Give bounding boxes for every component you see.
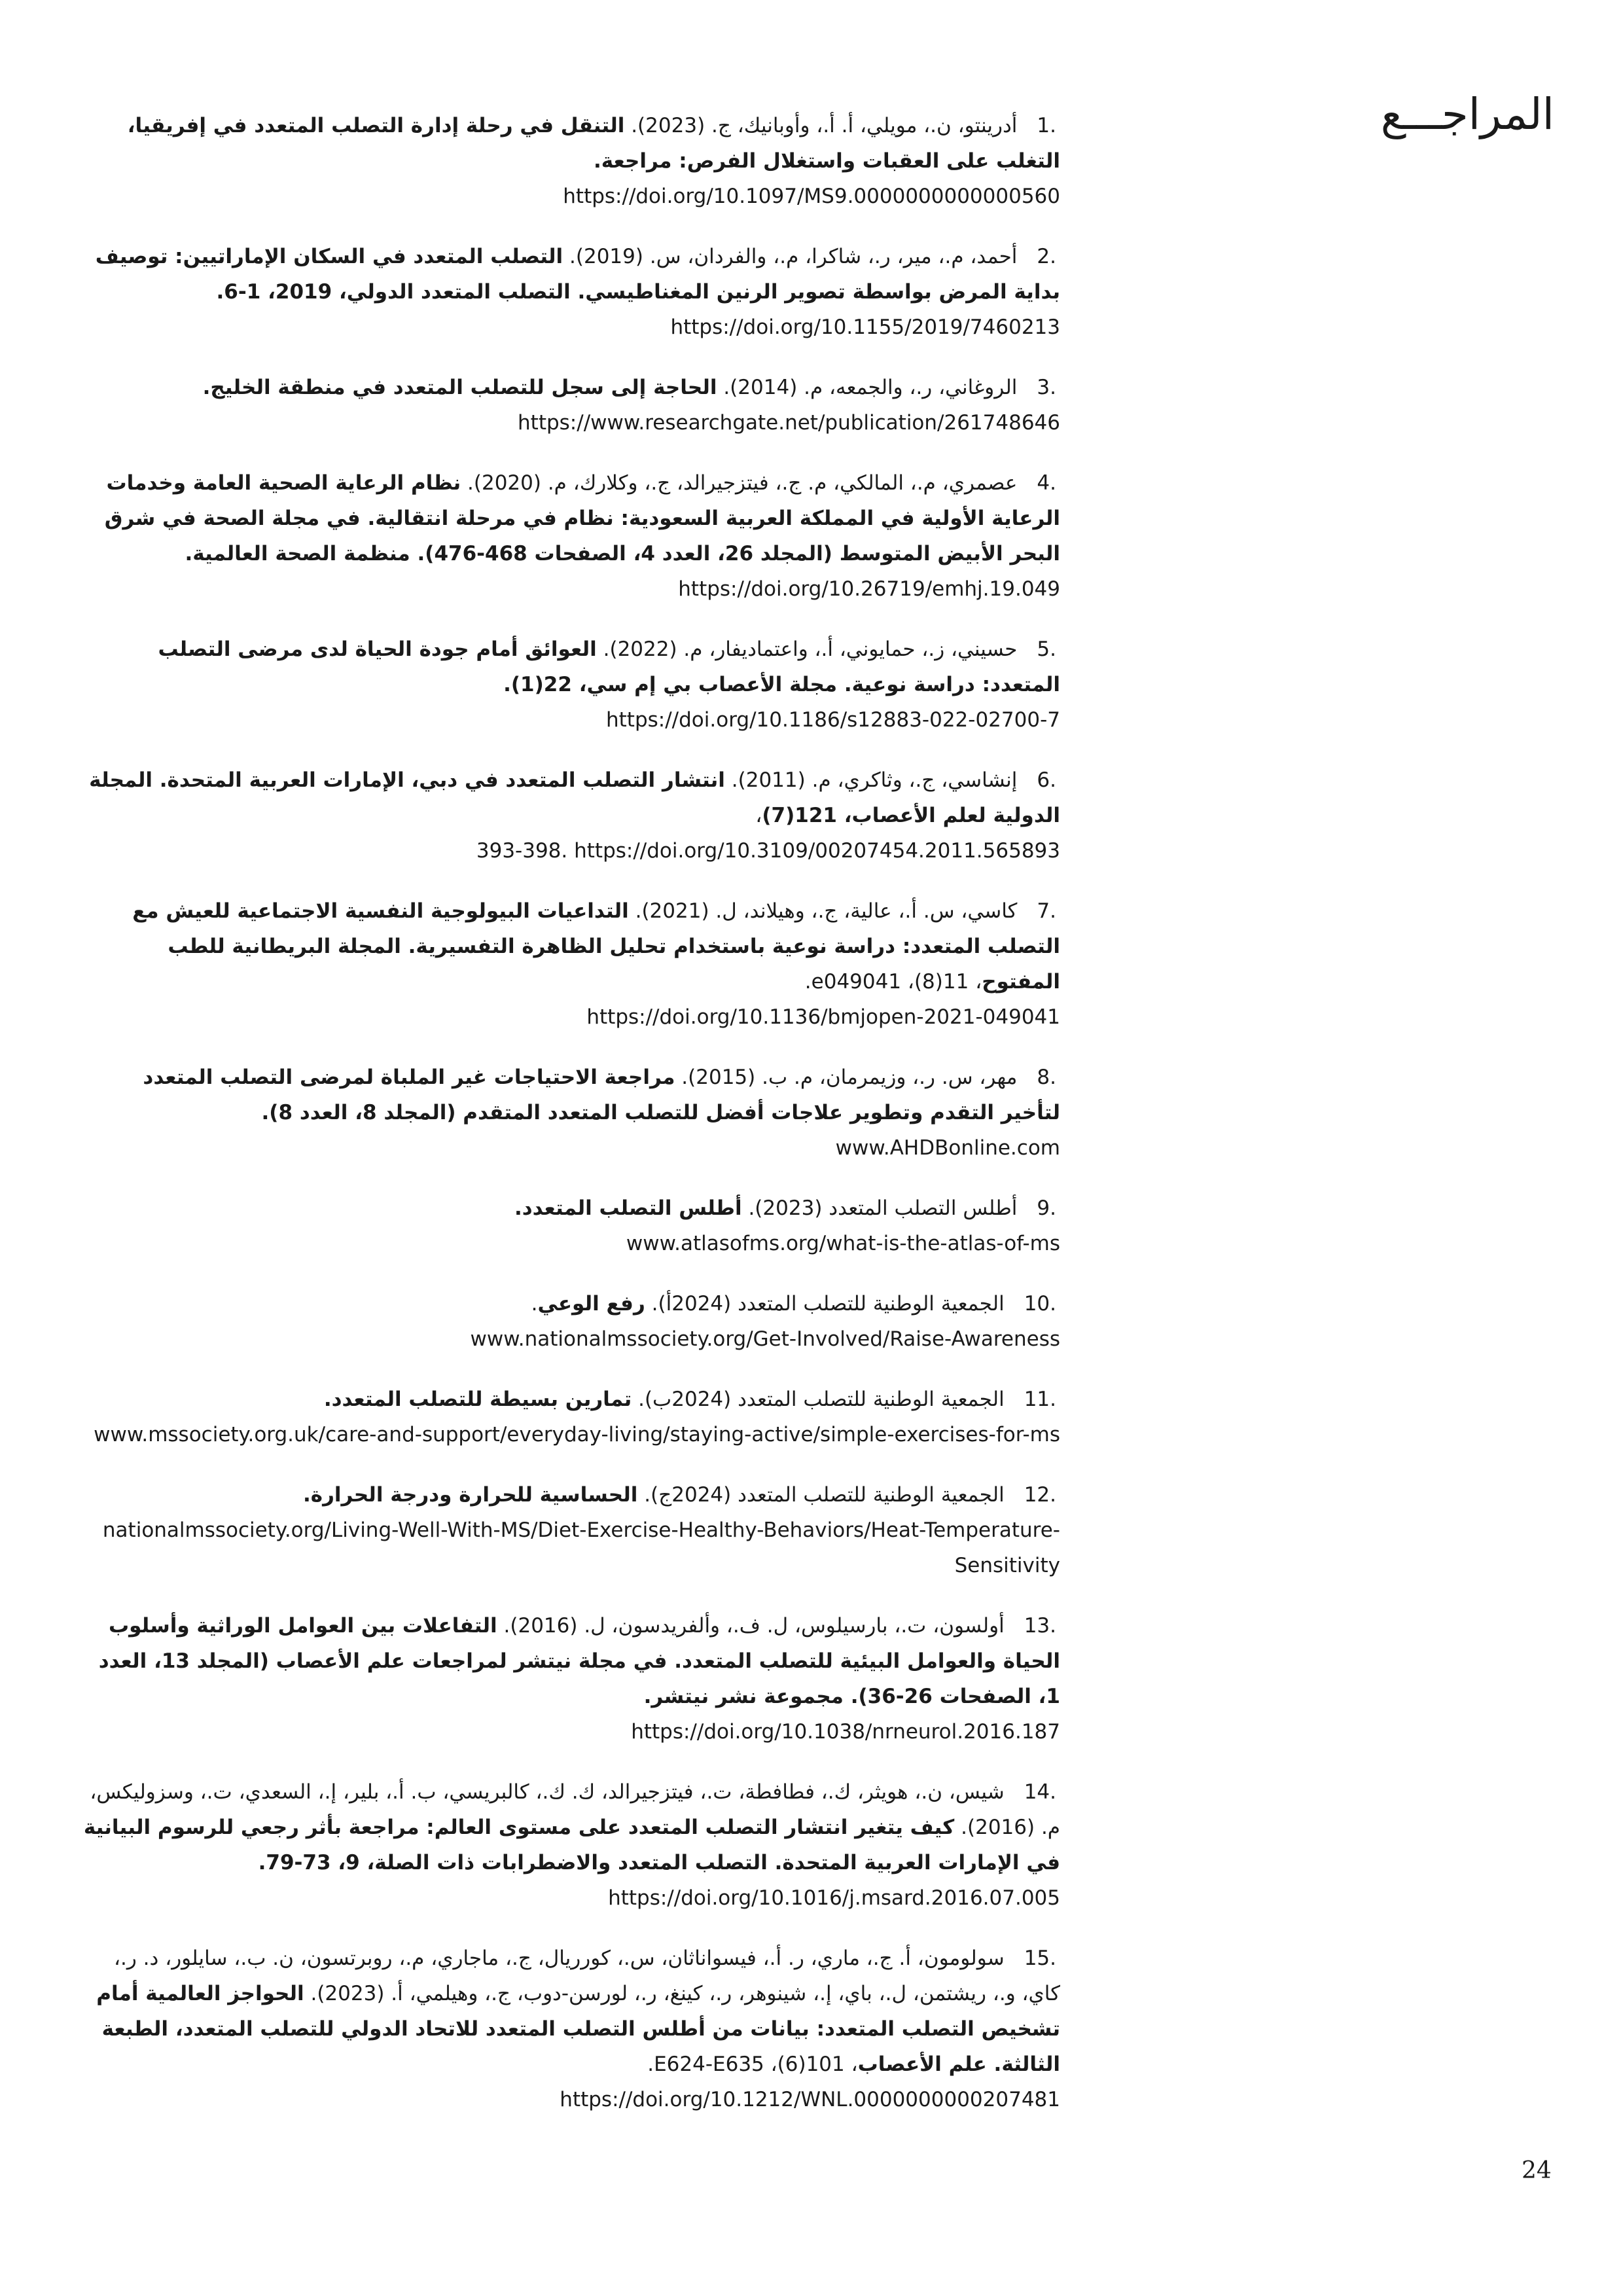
- reference-authors: أدرينتو، ن.، مويلي، أ. أ.، وأوبانيك، ج. (2023).: [624, 114, 1018, 137]
- reference-tail: ،: [755, 804, 762, 827]
- reference-number: .11: [1024, 1388, 1056, 1411]
- reference-authors: إنشاسي، ج.، وثاكري، م. (2011).: [724, 768, 1018, 792]
- reference-item: [79, 1286, 1060, 1357]
- reference-link[interactable]: https://doi.org/10.26719/emhj.19.049: [678, 577, 1060, 601]
- reference-authors: أولسون، ت.، بارسيلوس، ل. ف.، وألفريدسون، ل. (2016).: [497, 1614, 1005, 1638]
- reference-item: [79, 1477, 1060, 1583]
- reference-number: .14: [1024, 1780, 1056, 1804]
- reference-title: مراجعة الاحتياجات غير الملباة لمرضى التصلب المتعدد لتأخير التقدم وتطوير علاجات أفضل للتصلب المتعدد المتقدم (المجلد 8، العدد 8).: [143, 1066, 1060, 1124]
- reference-number: .9: [1037, 1196, 1056, 1220]
- reference-title: الحاجة إلى سجل للتصلب المتعدد في منطقة الخليج.: [202, 376, 717, 399]
- reference-link[interactable]: https://doi.org/10.1186/s12883-022-02700-7: [606, 708, 1060, 732]
- reference-item: [79, 632, 1060, 738]
- reference-authors: مهر، س. ر.، وزيمرمان، م. ب. (2015).: [675, 1066, 1018, 1089]
- reference-number: .4: [1037, 471, 1056, 495]
- reference-tail: ، 101(6)، E624-E635.: [647, 2053, 858, 2076]
- reference-authors: كاسي، س. أ.، عالية، ج.، وهيلاند، ل. (2021).: [628, 899, 1018, 923]
- reference-title: التصلب المتعدد في السكان الإماراتيين: توصيف بداية المرض بواسطة تصوير الرنين المغناطيسي. التصلب المتعدد الدولي، 2019، 1-6.: [95, 245, 1060, 304]
- reference-link[interactable]: www.mssociety.org.uk/care-and-support/everyday-living/staying-active/simple-exercises-for-ms: [94, 1423, 1060, 1446]
- reference-authors: حسيني، ز.، حمايوني، أ.، واعتماديفار، م. (2022).: [596, 637, 1018, 661]
- reference-link[interactable]: https://doi.org/10.1038/nrneurol.2016.187: [631, 1720, 1060, 1744]
- reference-item: [79, 1774, 1060, 1916]
- reference-number: .5: [1037, 637, 1056, 661]
- reference-number: .1: [1037, 114, 1056, 137]
- reference-title: نظام الرعاية الصحية العامة وخدمات الرعاية الأولية في المملكة العربية السعودية: نظام في مرحلة انتقالية. في مجلة الصحة في شرق البحر الأبيض المتوسط (المجلد 26، العدد 4، الصفحات 468-476). منظمة الصحة العالمية.: [104, 471, 1060, 565]
- reference-number: .10: [1024, 1292, 1056, 1316]
- reference-link[interactable]: www.AHDBonline.com: [835, 1136, 1060, 1160]
- reference-title: تمارين بسيطة للتصلب المتعدد.: [323, 1388, 632, 1411]
- reference-authors: سولومون، أ. ج.، ماري، ر. أ.، فيسواناثان، س.، كورريال، ج.، ماجاري، م.، روبرتسون، ن. ب.، سايلور، د. ر.، كاي، و.، ريشتمن، ل.، باي، إ.، شينوهر، ر.، كينغ، ر.، لورسن-دوب، ج.، وهيلمي، أ. (2023).: [114, 1946, 1060, 2005]
- reference-link[interactable]: 393-398. https://doi.org/10.3109/00207454.2011.565893: [476, 839, 1060, 863]
- reference-title: التنقل في رحلة إدارة التصلب المتعدد في إفريقيا، التغلب على العقبات واستغلال الفرص: مراجعة.: [127, 114, 1060, 173]
- reference-authors: الجمعية الوطنية للتصلب المتعدد (2024ج).: [637, 1483, 1005, 1507]
- page-number: 24: [1522, 2157, 1552, 2184]
- reference-link[interactable]: nationalmssociety.org/Living-Well-With-MS/Diet-Exercise-Healthy-Behaviors/Heat-Temperature-Sensitivity: [102, 1518, 1060, 1577]
- reference-title: الحواجز العالمية أمام تشخيص التصلب المتعدد: بيانات من أطلس التصلب المتعدد للاتحاد الدولي للتصلب المتعدد، الطبعة الثالثة. علم الأعصاب: [96, 1982, 1060, 2076]
- reference-number: .6: [1037, 768, 1056, 792]
- reference-number: .12: [1024, 1483, 1056, 1507]
- reference-authors: الروغاني، ر.، والجمعه، م. (2014).: [717, 376, 1018, 399]
- reference-link[interactable]: https://doi.org/10.1155/2019/7460213: [670, 315, 1060, 339]
- reference-link[interactable]: https://doi.org/10.1016/j.msard.2016.07.005: [608, 1886, 1060, 1910]
- reference-link[interactable]: https://doi.org/10.1136/bmjopen-2021-049041: [586, 1005, 1060, 1029]
- reference-title: انتشار التصلب المتعدد في دبي، الإمارات العربية المتحدة. المجلة الدولية لعلم الأعصاب، 121(7): [89, 768, 1060, 827]
- reference-number: .3: [1037, 376, 1056, 399]
- reference-tail: ، 11(8)، e049041.: [804, 970, 982, 994]
- reference-link[interactable]: https://doi.org/10.1212/WNL.0000000000207481: [560, 2088, 1060, 2111]
- reference-item: [79, 239, 1060, 345]
- reference-title: الحساسية للحرارة ودرجة الحرارة.: [303, 1483, 638, 1507]
- reference-item: [79, 1941, 1060, 2117]
- reference-item: [79, 1382, 1060, 1452]
- reference-item: [79, 370, 1060, 440]
- reference-item: [79, 893, 1060, 1035]
- reference-title: رفع الوعي: [537, 1292, 645, 1316]
- reference-link[interactable]: www.atlasofms.org/what-is-the-atlas-of-ms: [626, 1232, 1060, 1255]
- reference-authors: الجمعية الوطنية للتصلب المتعدد (2024ب).: [632, 1388, 1005, 1411]
- reference-title: التداعيات البيولوجية النفسية الاجتماعية للعيش مع التصلب المتعدد: دراسة نوعية باستخدام تحليل الظاهرة التفسيرية. المجلة البريطانية للطب المفتوح: [132, 899, 1060, 994]
- reference-title: كيف يتغير انتشار التصلب المتعدد على مستوى العالم: مراجعة بأثر رجعي للرسوم البيانية في الإمارات العربية المتحدة. التصلب المتعدد والاضطرابات ذات الصلة، 9، 73-79.: [83, 1816, 1060, 1874]
- reference-number: .8: [1037, 1066, 1056, 1089]
- reference-item: [79, 1608, 1060, 1749]
- reference-authors: عصمري، م.، المالكي، م. ج.، فيتزجيرالد، ج.، وكلارك، م. (2020).: [461, 471, 1018, 495]
- reference-number: .15: [1024, 1946, 1056, 1970]
- reference-item: [79, 1060, 1060, 1166]
- reference-tail: .: [531, 1292, 538, 1316]
- reference-link[interactable]: www.nationalmssociety.org/Get-Involved/Raise-Awareness: [470, 1327, 1060, 1351]
- reference-item: [79, 465, 1060, 607]
- reference-authors: أطلس التصلب المتعدد (2023).: [741, 1196, 1018, 1220]
- reference-item: [79, 108, 1060, 214]
- reference-number: .2: [1037, 245, 1056, 268]
- reference-link[interactable]: https://www.researchgate.net/publication/261748646: [518, 411, 1060, 435]
- reference-title: التفاعلات بين العوامل الوراثية وأسلوب الحياة والعوامل البيئية للتصلب المتعدد. في مجلة نيتشر لمراجعات علم الأعصاب (المجلد 13، العدد 1، الصفحات 26-36). مجموعة نشر نيتشر.: [98, 1614, 1060, 1708]
- reference-link[interactable]: https://doi.org/10.1097/MS9.0000000000000560: [563, 185, 1060, 208]
- reference-authors: الجمعية الوطنية للتصلب المتعدد (2024أ).: [645, 1292, 1005, 1316]
- reference-number: .7: [1037, 899, 1056, 923]
- reference-item: [79, 1191, 1060, 1261]
- reference-title: أطلس التصلب المتعدد.: [514, 1196, 742, 1220]
- reference-list: [79, 108, 1060, 2142]
- reference-authors: أحمد، م.، مير، ر.، شاكرا، م.، والفردان، س. (2019).: [563, 245, 1018, 268]
- reference-authors: شيس، ن.، هويثر، ك.، فطافطة، ت.، فيتزجيرالد، ك. ك.، كالبريسي، ب. أ.، بلير، إ.، السعدي، ت.، وسزوليكس، م. (2016).: [90, 1780, 1060, 1839]
- reference-number: .13: [1024, 1614, 1056, 1638]
- page-title: المراجـــع: [1380, 89, 1554, 139]
- reference-title: العوائق أمام جودة الحياة لدى مرضى التصلب المتعدد: دراسة نوعية. مجلة الأعصاب بي إم سي، 22(1).: [158, 637, 1060, 696]
- reference-item: [79, 762, 1060, 869]
